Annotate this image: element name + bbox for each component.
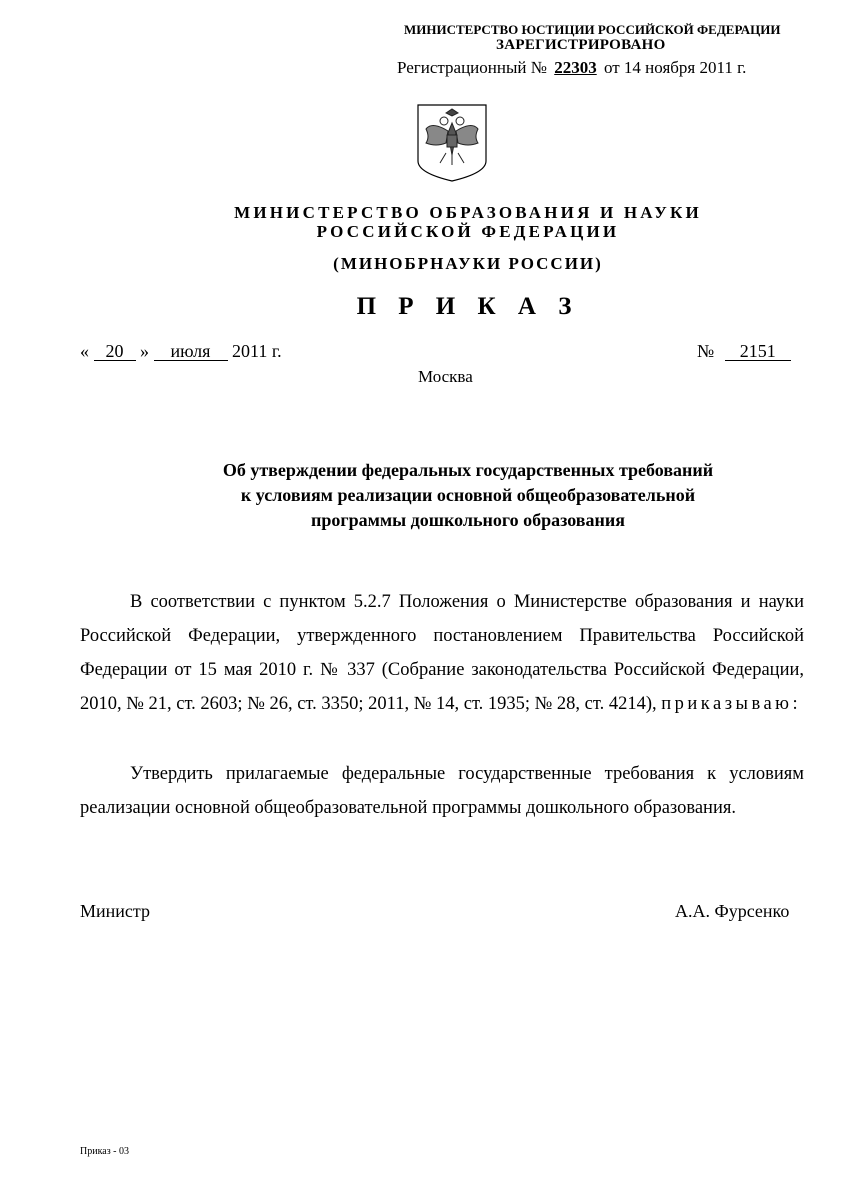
paragraph-1-text: В соответствии с пунктом 5.2.7 Положения о Министерстве образования и науки Российской Федерации, утвержденного постановлением Правительства Российской Федерации от 15 мая 2010 г. № 337 (Собрание законодательства Российской Федерации, 2010, № 21, ст. 2603; № 26, ст. 3350; 2011, № 14, ст. 1935; № 28, ст. 4214), xyxy=(80,592,804,714)
order-city: Москва xyxy=(418,367,473,386)
document-type-title: П Р И К А З xyxy=(356,293,580,320)
ministry-short-name: (МИНОБРНАУКИ РОССИИ) xyxy=(333,254,603,273)
coat-of-arms-icon xyxy=(416,103,488,183)
order-number-line xyxy=(697,341,791,362)
subject-line3: программы дошкольного образования xyxy=(311,510,625,530)
body-paragraph-2: Утвердить прилагаемые федеральные государственные требования к условиям реализации основной общеобразовательной программы дошкольного образования. xyxy=(80,764,804,818)
subject-line1: Об утверждении федеральных государственных требований xyxy=(222,460,714,480)
order-month: июля xyxy=(154,342,228,361)
order-subject xyxy=(80,458,848,533)
ministry-title-line1: МИНИСТЕРСТВО ОБРАЗОВАНИЯ И НАУКИ xyxy=(234,203,702,222)
registration-ministry: МИНИСТЕРСТВО ЮСТИЦИИ РОССИЙСКОЙ ФЕДЕРАЦИИ xyxy=(404,22,781,37)
registration-status: ЗАРЕГИСТРИРОВАНО xyxy=(496,37,666,53)
body-paragraph-1 xyxy=(80,585,804,721)
registration-line xyxy=(397,58,746,78)
order-year: 2011 г. xyxy=(232,341,282,361)
ministry-title-line2: РОССИЙСКОЙ ФЕДЕРАЦИИ xyxy=(316,222,620,241)
order-number-sign: № xyxy=(697,341,715,361)
order-day: 20 xyxy=(94,342,136,361)
order-date xyxy=(80,341,282,362)
subject-line2: к условиям реализации основной общеобразовательной xyxy=(240,485,696,505)
order-keyword: приказываю: xyxy=(661,694,802,714)
order-number: 2151 xyxy=(725,342,791,361)
signer-position: Министр xyxy=(80,901,150,921)
date-quote-close: » xyxy=(140,341,149,361)
signer-name: А.А. Фурсенко xyxy=(675,901,790,921)
date-quote-open: « xyxy=(80,341,89,361)
registration-date: от 14 ноября 2011 г. xyxy=(603,58,747,77)
registration-number-prefix: Регистрационный № xyxy=(397,58,547,77)
footer-code: Приказ - 03 xyxy=(80,1146,129,1157)
registration-number: 22303 xyxy=(554,58,597,77)
